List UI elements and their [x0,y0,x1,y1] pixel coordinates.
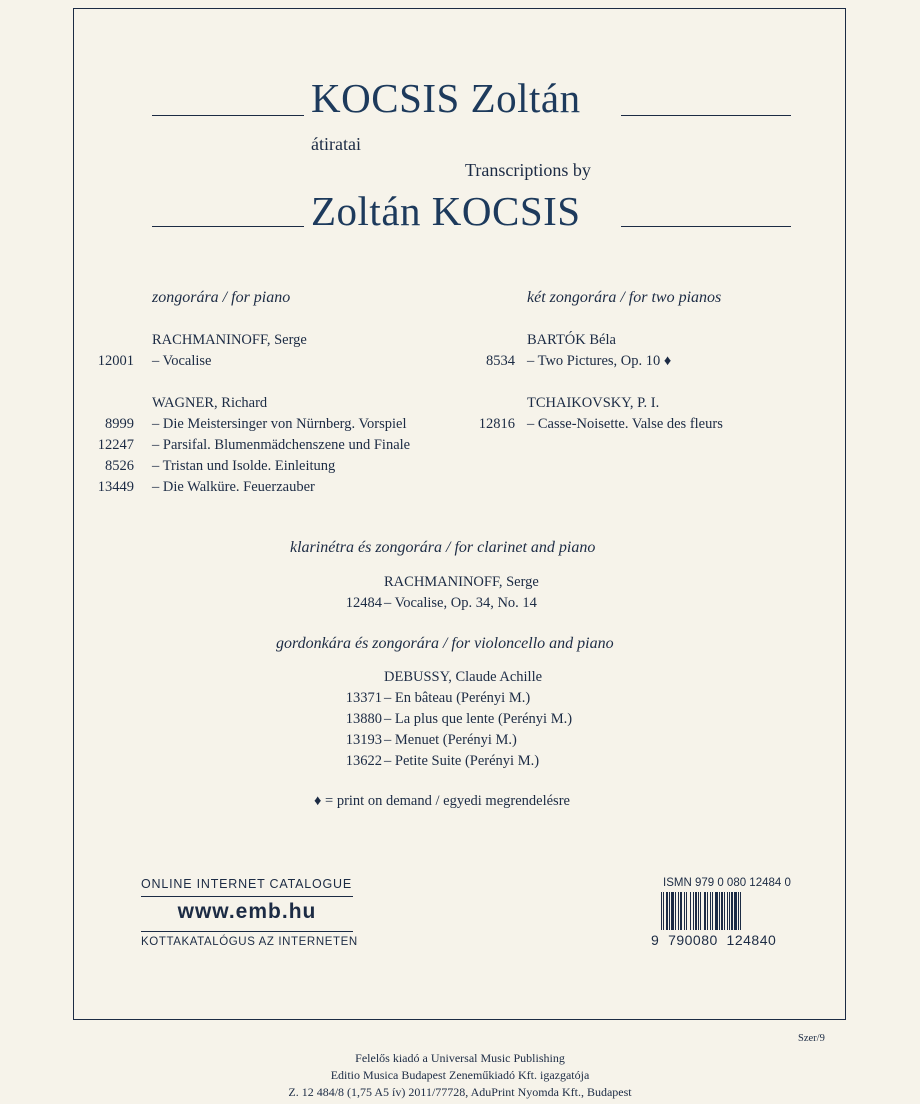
catalogue-number: 13371 [345,690,382,706]
work-title: – Parsifal. Blumenmädchenszene und Finale [152,437,411,453]
composer-name-hu: KOCSIS Zoltán [311,75,581,121]
title-rule-left-1 [152,115,304,116]
section-heading-piano: zongorára / for piano [152,289,291,306]
work-title: – Casse-Noisette. Valse des fleurs [527,416,723,432]
catalogue-number: 8534 [486,353,515,369]
page-code: Szer/9 [798,1033,825,1044]
catalogue-number: 12816 [478,416,515,432]
work-title: – Two Pictures, Op. 10 ♦ [527,353,672,369]
work-title: – Petite Suite (Perényi M.) [384,753,540,769]
section-heading-two-pianos: két zongorára / for two pianos [527,289,722,306]
catalogue-number: 13193 [345,732,382,748]
section-heading-cello: gordonkára és zongorára / for violoncello and piano [276,635,614,652]
work-title: – En bâteau (Perényi M.) [384,690,531,706]
composer-tchaikovsky: TCHAIKOVSKY, P. I. [527,395,660,411]
ismn-label: ISMN 979 0 080 12484 0 [663,877,791,889]
catalogue-number: 13622 [345,753,382,769]
catalogue-number: 12484 [345,595,382,611]
catalogue-line-2: KOTTAKATALÓGUS AZ INTERNETEN [141,936,358,948]
catalogue-number: 8526 [105,458,134,474]
imprint-line-3: Z. 12 484/8 (1,75 A5 ív) 2011/77728, AduPrint Nyomda Kft., Budapest [288,1085,632,1099]
barcode-gap [741,892,743,930]
catalogue-rule-bottom [141,931,353,932]
catalogue-url-link[interactable]: www.emb.hu [177,900,317,923]
title-rule-right-1 [621,115,791,116]
work-title: – Tristan und Isolde. Einleitung [152,458,336,474]
composer-rachmaninoff: RACHMANINOFF, Serge [152,332,307,348]
catalogue-rule-top [141,896,353,897]
catalogue-number: 12247 [97,437,134,453]
composer-wagner: WAGNER, Richard [152,395,268,411]
print-on-demand-note: ♦ = print on demand / egyedi megrendelésre [314,793,570,809]
catalogue-number: 13449 [97,479,134,495]
title-rule-right-2 [621,226,791,227]
imprint-line-1: Felelős kiadó a Universal Music Publishing [355,1051,565,1065]
page-frame [73,8,846,1020]
catalogue-line-1: ONLINE INTERNET CATALOGUE [141,877,353,891]
composer-bartok: BARTÓK Béla [527,332,616,348]
section-heading-clarinet: klarinétra és zongorára / for clarinet and piano [290,539,596,556]
work-title: – La plus que lente (Perényi M.) [384,711,573,727]
subtitle-en: Transcriptions by [465,160,591,180]
imprint-line-2: Editio Musica Budapest Zeneműkiadó Kft. igazgatója [330,1068,590,1082]
work-title: – Die Meistersinger von Nürnberg. Vorspiel [152,416,407,432]
work-title: – Vocalise [152,353,212,369]
composer-name-en: Zoltán KOCSIS [311,188,581,234]
catalogue-number: 12001 [97,353,134,369]
ismn-digits: 9 790080 124840 [651,932,777,948]
catalogue-number: 8999 [105,416,134,432]
title-rule-left-2 [152,226,304,227]
catalogue-number: 13880 [345,711,382,727]
ismn-barcode [661,892,781,930]
work-title: – Die Walküre. Feuerzauber [152,479,315,495]
composer-rachmaninoff-clarinet: RACHMANINOFF, Serge [384,574,539,590]
composer-debussy: DEBUSSY, Claude Achille [384,669,543,685]
subtitle-hu: átiratai [311,134,361,154]
work-title: – Vocalise, Op. 34, No. 14 [384,595,537,611]
work-title: – Menuet (Perényi M.) [384,732,517,748]
